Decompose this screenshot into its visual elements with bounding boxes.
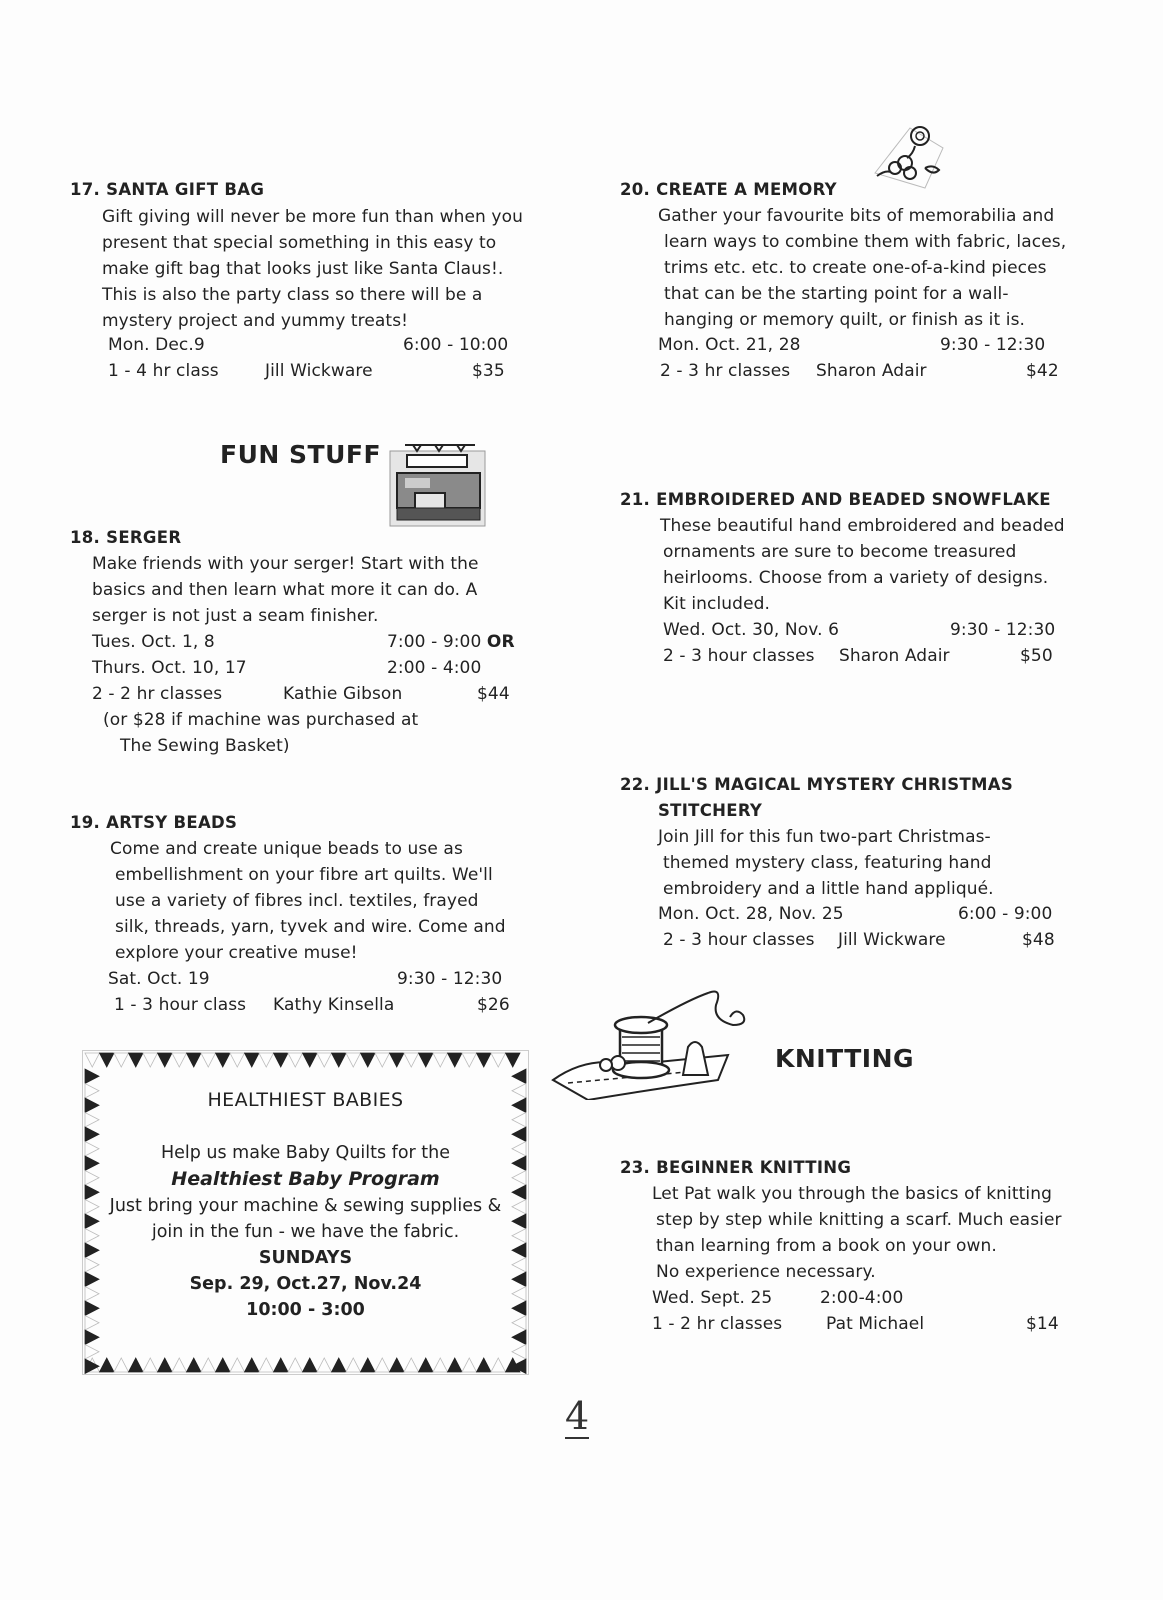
class-instructor: Kathie Gibson	[283, 684, 403, 704]
class-sessions: 1 - 3 hour class	[114, 995, 247, 1015]
box-day: SUNDAYS	[258, 1248, 353, 1268]
class-description-line: trims etc. etc. to create one-of-a-kind pieces	[664, 258, 1047, 278]
heading-fun-stuff: FUN STUFF	[220, 440, 382, 469]
class-description-line: No experience necessary.	[656, 1262, 876, 1282]
border-triangle	[303, 1358, 318, 1372]
border-triangle	[201, 1358, 216, 1372]
box-line-1: Help us make Baby Quilts for the	[160, 1143, 451, 1163]
class-title: 21. EMBROIDERED AND BEADED SNOWFLAKE	[620, 490, 1051, 509]
border-triangle	[332, 1358, 347, 1372]
border-triangle	[143, 1358, 158, 1372]
border-triangle	[491, 1358, 506, 1372]
class-description-line: Gift giving will never be more fun than when you	[102, 207, 523, 227]
page-number: 4	[565, 1394, 590, 1438]
class-description-line: Gather your favourite bits of memorabilia and	[658, 206, 1055, 226]
border-triangle	[288, 1053, 303, 1067]
class-instructor: Kathy Kinsella	[273, 995, 395, 1015]
border-triangle	[404, 1358, 419, 1372]
class-instructor: Pat Michael	[826, 1314, 925, 1334]
border-triangle	[433, 1053, 448, 1067]
border-triangle	[245, 1053, 260, 1067]
class-description-line: Make friends with your serger! Start with the	[92, 554, 479, 574]
class-description-line: Let Pat walk you through the basics of knitting	[652, 1184, 1052, 1204]
border-triangle	[448, 1358, 463, 1372]
border-triangle	[114, 1358, 129, 1372]
box-title: HEALTHIEST BABIES	[207, 1089, 404, 1111]
class-sessions: 2 - 2 hr classes	[92, 684, 223, 704]
border-triangle	[245, 1358, 260, 1372]
border-triangle	[114, 1053, 129, 1067]
class-description-line: This is also the party class so there will be a	[102, 285, 483, 305]
border-triangle	[85, 1330, 99, 1345]
border-triangle	[317, 1358, 332, 1372]
border-triangle	[419, 1053, 434, 1067]
class-description-line: silk, threads, yarn, tyvek and wire. Come and	[115, 917, 506, 937]
class-description-line: mystery project and yummy treats!	[102, 311, 409, 331]
class-dates: Mon. Oct. 21, 28	[658, 335, 801, 355]
serger-machine-clipart-icon	[385, 433, 490, 528]
class-title: 23. BEGINNER KNITTING	[620, 1158, 852, 1177]
class-description-line: serger is not just a seam finisher.	[92, 606, 379, 626]
border-triangle	[172, 1053, 187, 1067]
class-dates: Sat. Oct. 19	[108, 969, 210, 989]
border-triangle	[85, 1113, 99, 1128]
border-triangle	[158, 1358, 173, 1372]
class-sessions: 2 - 3 hour classes	[663, 930, 815, 950]
class-time: 9:30 - 12:30	[397, 969, 503, 989]
class-price: $35	[472, 361, 505, 381]
box-dates: Sep. 29, Oct.27, Nov.24	[189, 1274, 422, 1294]
border-triangle	[361, 1358, 376, 1372]
border-triangle	[158, 1053, 173, 1067]
box-time: 10:00 - 3:00	[246, 1300, 365, 1320]
class-description-line: themed mystery class, featuring hand	[663, 853, 992, 873]
class-time: 9:30 - 12:30	[940, 335, 1046, 355]
class-description-line: than learning from a book on your own.	[656, 1236, 997, 1256]
border-triangle	[230, 1053, 245, 1067]
box-program-name: Healthiest Baby Program	[171, 1168, 440, 1190]
class-title: 18. SERGER	[70, 528, 182, 547]
border-triangle	[259, 1053, 274, 1067]
class-description-line: Join Jill for this fun two-part Christmas-	[658, 827, 991, 847]
border-triangle	[216, 1358, 231, 1372]
class-instructor: Sharon Adair	[816, 361, 927, 381]
class-description-line: step by step while knitting a scarf. Much easier	[656, 1210, 1062, 1230]
class-dates: Tues. Oct. 1, 8	[92, 632, 215, 652]
class-description-line: basics and then learn what more it can do. A	[92, 580, 478, 600]
healthiest-babies-box	[82, 1050, 529, 1375]
class-title: 17. SANTA GIFT BAG	[70, 180, 265, 199]
border-triangle	[512, 1345, 526, 1360]
border-triangle	[512, 1069, 526, 1084]
flower-clipart-icon	[865, 118, 945, 190]
border-triangle	[259, 1358, 274, 1372]
class-price: $42	[1026, 361, 1059, 381]
class-description-line: use a variety of fibres incl. textiles, frayed	[115, 891, 479, 911]
border-triangle	[129, 1053, 144, 1067]
border-triangle	[143, 1053, 158, 1067]
class-price: $50	[1020, 646, 1053, 666]
class-price: $48	[1022, 930, 1055, 950]
class-description-line: embroidery and a little hand appliqué.	[663, 879, 994, 899]
border-triangle	[172, 1358, 187, 1372]
class-price: $44	[477, 684, 510, 704]
class-time: 9:30 - 12:30	[950, 620, 1056, 640]
class-title-continued: STITCHERY	[658, 801, 763, 820]
border-triangle	[317, 1053, 332, 1067]
border-triangle	[288, 1358, 303, 1372]
class-sessions: 1 - 2 hr classes	[652, 1314, 783, 1334]
class-description-line: heirlooms. Choose from a variety of designs.	[663, 568, 1049, 588]
class-price: $26	[477, 995, 510, 1015]
border-triangle	[346, 1053, 361, 1067]
border-triangle	[462, 1358, 477, 1372]
class-description-line: Come and create unique beads to use as	[110, 839, 463, 859]
border-triangle	[85, 1069, 99, 1084]
class-title: 20. CREATE A MEMORY	[620, 180, 837, 199]
class-instructor: Sharon Adair	[839, 646, 950, 666]
border-triangle	[187, 1053, 202, 1067]
class-dates: Wed. Sept. 25	[652, 1288, 773, 1308]
class-description-line: ornaments are sure to become treasured	[663, 542, 1017, 562]
class-price-note: (or $28 if machine was purchased at	[103, 710, 419, 730]
class-description-line: Kit included.	[663, 594, 771, 614]
class-description-line: make gift bag that looks just like Santa Claus!.	[102, 259, 504, 279]
border-triangle	[129, 1358, 144, 1372]
class-description-line: embellishment on your fibre art quilts. We'll	[115, 865, 493, 885]
class-time: 7:00 - 9:00 OR	[387, 632, 515, 652]
class-dates: Thurs. Oct. 10, 17	[92, 658, 247, 678]
border-triangle	[100, 1053, 115, 1067]
class-instructor: Jill Wickware	[265, 361, 373, 381]
border-triangle	[274, 1053, 289, 1067]
border-triangle	[100, 1358, 115, 1372]
border-triangle	[433, 1358, 448, 1372]
class-dates: Mon. Dec.9	[108, 335, 205, 355]
border-triangle	[404, 1053, 419, 1067]
border-triangle	[85, 1053, 100, 1067]
class-time: 6:00 - 9:00	[958, 904, 1053, 924]
border-triangle	[375, 1053, 390, 1067]
border-triangle	[477, 1358, 492, 1372]
class-time: 6:00 - 10:00	[403, 335, 509, 355]
border-triangle	[512, 1113, 526, 1128]
border-triangle	[274, 1358, 289, 1372]
class-dates: Mon. Oct. 28, Nov. 25	[658, 904, 844, 924]
class-dates: Wed. Oct. 30, Nov. 6	[663, 620, 839, 640]
class-price: $14	[1026, 1314, 1059, 1334]
class-description-line: explore your creative muse!	[115, 943, 358, 963]
border-triangle	[85, 1345, 99, 1360]
class-title: 19. ARTSY BEADS	[70, 813, 238, 832]
class-time: 2:00-4:00	[820, 1288, 904, 1308]
class-instructor: Jill Wickware	[838, 930, 946, 950]
border-triangle	[230, 1358, 245, 1372]
class-description-line: that can be the starting point for a wall-	[664, 284, 1009, 304]
border-triangle	[491, 1053, 506, 1067]
class-description-line: hanging or memory quilt, or finish as it is.	[664, 310, 1026, 330]
border-triangle	[187, 1358, 202, 1372]
box-line-2: Just bring your machine & sewing supplies &	[109, 1196, 502, 1216]
border-triangle	[477, 1053, 492, 1067]
border-triangle	[419, 1358, 434, 1372]
border-triangle	[216, 1053, 231, 1067]
border-triangle	[85, 1359, 99, 1374]
class-price-note: The Sewing Basket)	[120, 736, 290, 756]
class-sessions: 1 - 4 hr class	[108, 361, 219, 381]
border-triangle	[512, 1330, 526, 1345]
border-triangle	[375, 1358, 390, 1372]
border-triangle	[506, 1053, 521, 1067]
heading-knitting: KNITTING	[775, 1044, 915, 1073]
border-triangle	[361, 1053, 376, 1067]
class-description-line: learn ways to combine them with fabric, laces,	[664, 232, 1067, 252]
class-description-line: present that special something in this easy to	[102, 233, 497, 253]
box-line-3: join in the fun - we have the fabric.	[151, 1222, 460, 1242]
border-triangle	[201, 1053, 216, 1067]
class-time: 2:00 - 4:00	[387, 658, 482, 678]
border-triangle	[303, 1053, 318, 1067]
class-description-line: These beautiful hand embroidered and beaded	[660, 516, 1065, 536]
border-triangle	[332, 1053, 347, 1067]
class-title: 22. JILL'S MAGICAL MYSTERY CHRISTMAS	[620, 775, 1014, 794]
class-sessions: 2 - 3 hour classes	[663, 646, 815, 666]
border-triangle	[390, 1358, 405, 1372]
border-triangle	[462, 1053, 477, 1067]
spool-thimble-clipart-icon	[548, 985, 763, 1100]
border-triangle	[448, 1053, 463, 1067]
border-triangle	[390, 1053, 405, 1067]
border-triangle	[346, 1358, 361, 1372]
class-sessions: 2 - 3 hr classes	[660, 361, 791, 381]
